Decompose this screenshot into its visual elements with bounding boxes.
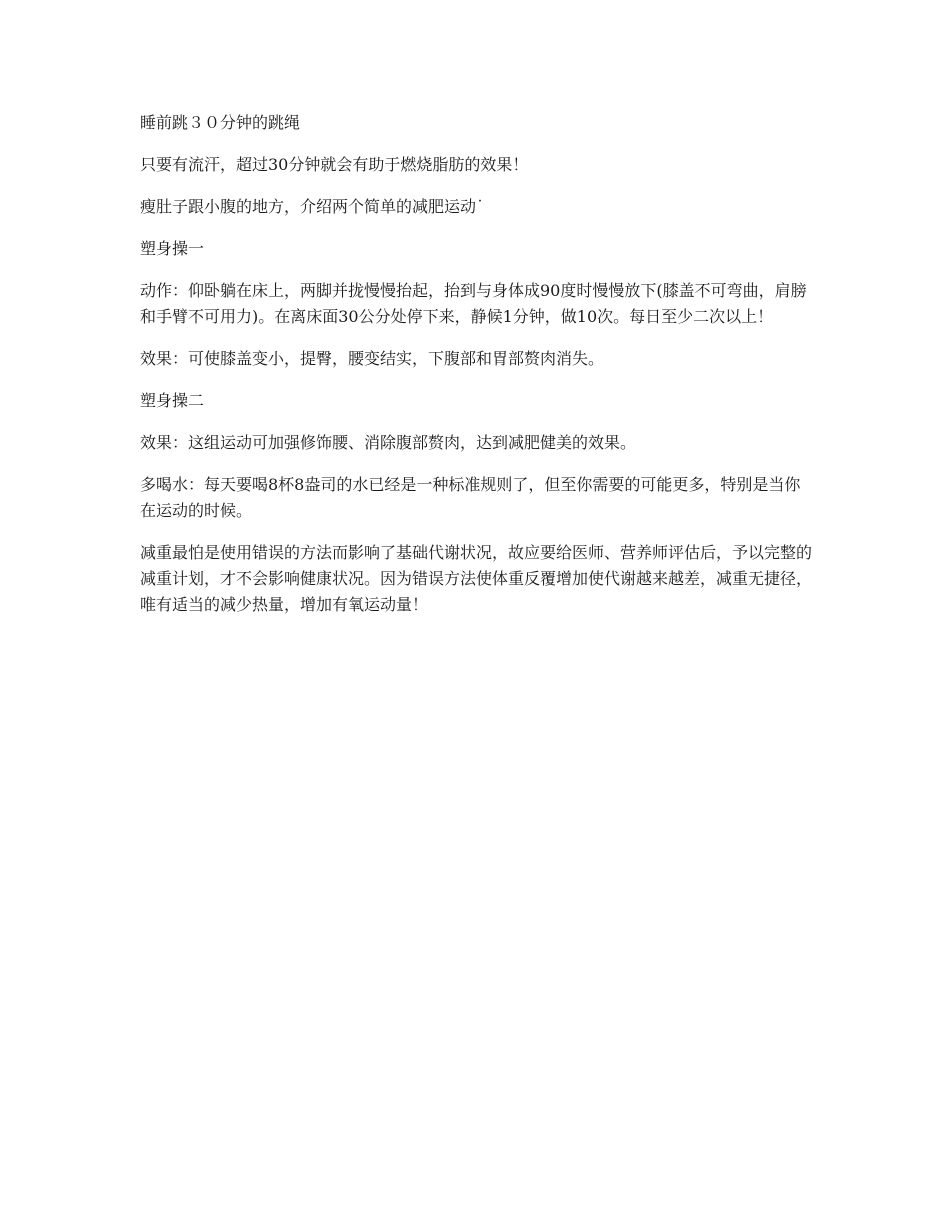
paragraph-exercise-two-effect: 效果：这组运动可加强修饰腰、消除腹部赘肉，达到减肥健美的效果。 — [140, 433, 637, 452]
paragraph-exercise-intro: 瘦肚子跟小腹的地方，介绍两个简单的减肥运动˙ — [140, 197, 485, 216]
paragraph-exercise-one-effect: 效果：可使膝盖变小，提臀，腰变结实，下腹部和胃部赘肉消失。 — [140, 349, 605, 368]
heading-exercise-one: 塑身操一 — [140, 239, 205, 258]
paragraph-weight-loss-advice: 减重最怕是使用错误的方法而影响了基础代谢状况，故应要给医师、营养师评估后，予以完整的减重计划，才不会影响健康状况。因为错误方法使体重反覆增加使代谢越来越差，减重无捷径，唯有适当的减少热量，增加有氧运动量！ — [140, 543, 813, 614]
paragraph-exercise-one-action: 动作：仰卧躺在床上，两脚并拢慢慢抬起，抬到与身体成90度时慢慢放下(膝盖不可弯曲，肩膀和手臂不可用力)。在离床面30公分处停下来，静候1分钟，做10次。每日至少二次以上！ — [140, 281, 807, 326]
paragraph-jump-rope-title: 睡前跳３０分钟的跳绳 — [140, 113, 301, 132]
heading-exercise-two: 塑身操二 — [140, 391, 205, 410]
document-body — [140, 110, 812, 634]
paragraph-drink-water: 多喝水：每天要喝8杯8盎司的水已经是一种标准规则了，但至你需要的可能更多，特别是当你在运动的时候。 — [140, 475, 801, 520]
paragraph-sweat-tip: 只要有流汗，超过30分钟就会有助于燃烧脂肪的效果！ — [140, 155, 529, 174]
